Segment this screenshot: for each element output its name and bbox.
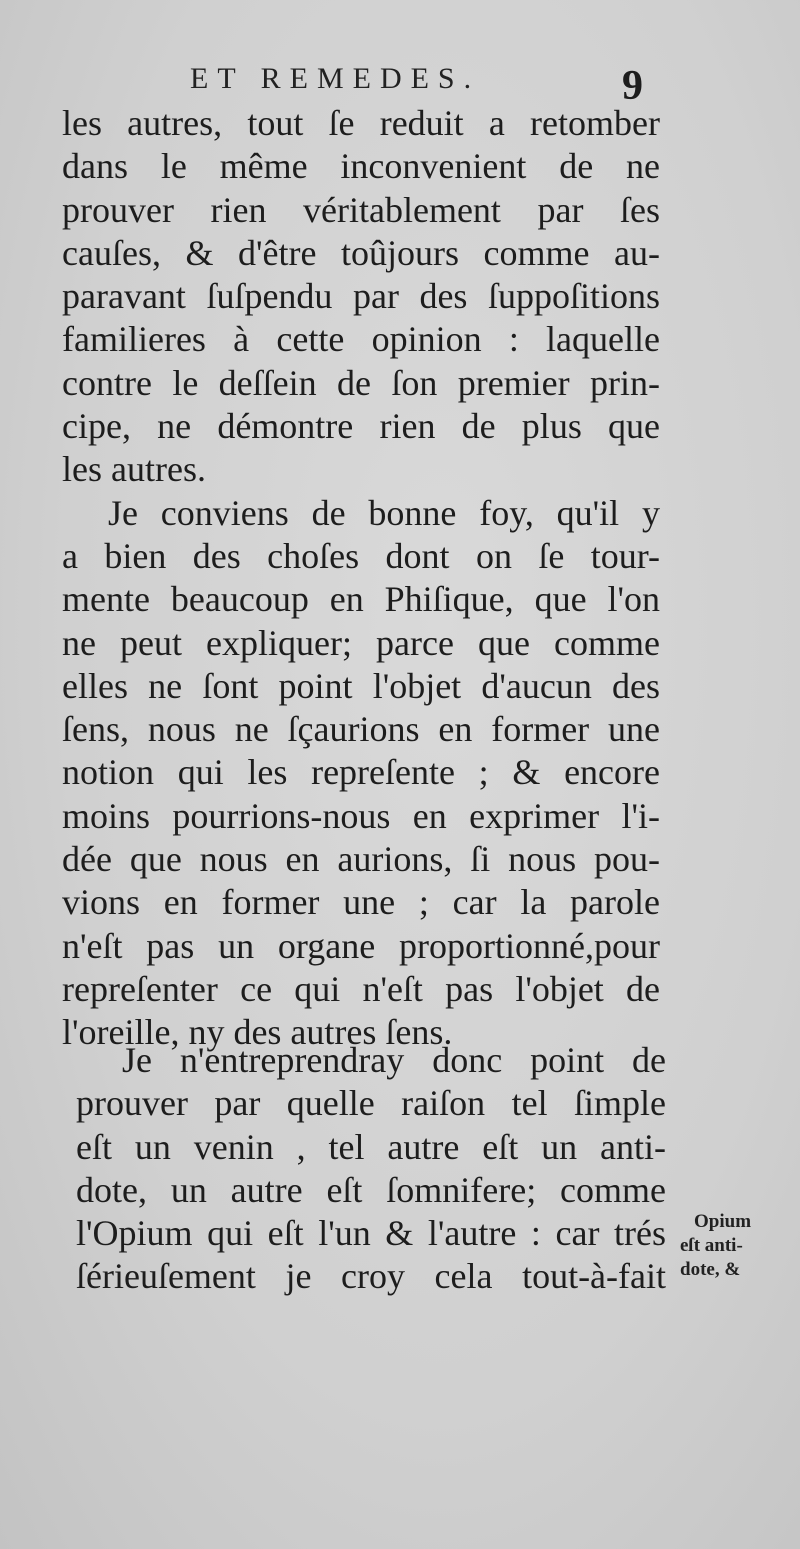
- text-line: prouver par quelle raiſon tel ſimple: [76, 1083, 666, 1124]
- text-line: a bien des choſes dont on ſe tour-: [62, 535, 660, 576]
- text-line: repreſenter ce qui n'eſt pas l'objet de: [62, 968, 660, 1009]
- text-line: cauſes, & d'être toûjours comme au-: [62, 232, 660, 273]
- text-line: l'oreille, ny des autres ſens.: [62, 1012, 453, 1053]
- text-line: Je conviens de bonne foy, qu'il y: [108, 492, 660, 533]
- text-line: l'Opium qui eſt l'un & l'autre : car trés: [76, 1213, 666, 1254]
- text-line: ne peut expliquer; parce que comme: [62, 622, 660, 663]
- text-line: vions en former une ; car la parole: [62, 882, 660, 923]
- text-line: dote, un autre eſt ſomnifere; comme: [76, 1169, 666, 1210]
- text-line: les autres, tout ſe reduit a retomber: [62, 103, 660, 143]
- text-line: prouver rien véritablement par ſes: [62, 189, 660, 230]
- text-line: moins pourrions-nous en exprimer l'i-: [62, 795, 660, 836]
- text-line: les autres.: [62, 449, 206, 490]
- text-line: dée que nous en aurions, ſi nous pou-: [62, 839, 660, 880]
- body-text: [62, 102, 660, 1055]
- page-number: 9: [622, 63, 643, 109]
- margin-note-line: eſt anti-: [680, 1235, 743, 1256]
- body-text-continued: [76, 1039, 666, 1299]
- text-line: paravant ſuſpendu par des ſuppoſitions: [62, 276, 660, 317]
- text-line: n'eſt pas un organe proportionné,pour: [62, 925, 660, 966]
- margin-note-line: dote, &: [680, 1259, 741, 1280]
- text-line: ſérieuſement je croy cela tout-à-fait: [76, 1256, 666, 1297]
- text-line: ſens, nous ne ſçaurions en former une: [62, 709, 660, 750]
- text-line: familieres à cette opinion : laquelle: [62, 319, 660, 360]
- margin-note: [680, 1210, 780, 1282]
- text-line: eſt un venin , tel autre eſt un anti-: [76, 1126, 666, 1167]
- running-head: ET REMEDES.: [190, 62, 481, 95]
- text-line: cipe, ne démontre rien de plus que: [62, 406, 660, 447]
- text-line: notion qui les repreſente ; & encore: [62, 752, 660, 793]
- margin-note-line: Opium: [694, 1211, 752, 1232]
- text-line: Je n'entreprendray donc point de: [122, 1040, 666, 1080]
- text-line: dans le même inconvenient de ne: [62, 146, 660, 187]
- text-line: mente beaucoup en Phiſique, que l'on: [62, 579, 660, 620]
- text-line: elles ne ſont point l'objet d'aucun des: [62, 665, 660, 706]
- text-line: contre le deſſein de ſon premier prin-: [62, 362, 660, 403]
